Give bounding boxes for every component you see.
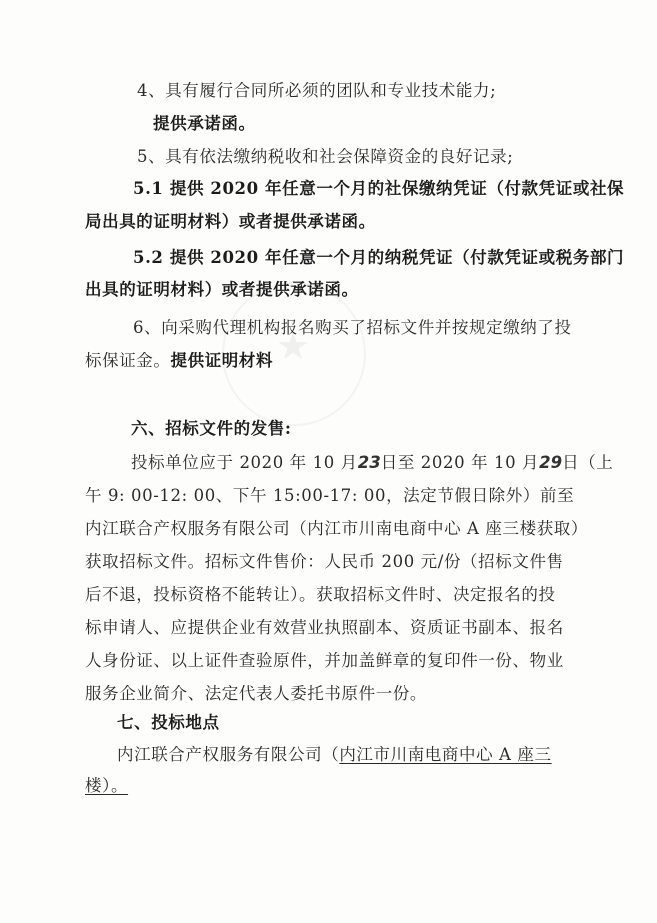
s6-l1-part-b: 日至 2020 年 10 月 <box>380 453 540 472</box>
item-5: 5、具有依法缴纳税收和社会保障资金的良好记录; <box>137 147 514 166</box>
section-6-line-7: 人身份证、以上证件查验原件，并加盖鲜章的复印件一份、物业 <box>85 651 564 670</box>
section-7-line-1 <box>117 744 552 766</box>
section-6-line-5: 后不退，投标资格不能转让）。获取招标文件时、决定报名的投 <box>85 585 556 604</box>
item-5-1-line-2: 局出具的证明材料）或者提供承诺函。 <box>85 212 376 231</box>
section-6-line-1 <box>131 452 613 474</box>
s7-company: 内江联合产权服务有限公司（ <box>117 745 340 764</box>
item-6-text: 标保证金。 <box>85 351 171 370</box>
item-6-line-2 <box>85 350 273 372</box>
section-6-title: 六、招标文件的发售: <box>131 419 292 438</box>
item-5-2-line-1: 5.2 提供 2020 年任意一个月的纳税凭证（付款凭证或税务部门 <box>133 248 625 267</box>
handwritten-start-day: 23 <box>357 453 381 472</box>
item-4-provide: 提供承诺函。 <box>153 114 256 133</box>
item-6-line-1: 6、向采购代理机构报名购买了招标文件并按规定缴纳了投 <box>133 318 572 337</box>
section-6-line-6: 标申请人、应提供企业有效营业执照副本、资质证书副本、报名 <box>85 618 564 637</box>
s7-address-underlined: 内江市川南电商中心 A 座三 <box>339 745 552 764</box>
star-icon: ★ <box>276 324 311 368</box>
handwritten-end-day: 29 <box>539 453 563 472</box>
section-6-line-8: 服务企业简介、法定代表人委托书原件一份。 <box>85 684 427 703</box>
section-7-title: 七、投标地点 <box>117 713 220 732</box>
section-6-line-3: 内江联合产权服务有限公司（内江市川南电商中心 A 座三楼获取） <box>85 519 589 538</box>
item-5-1-line-1: 5.1 提供 2020 年任意一个月的社保缴纳凭证（付款凭证或社保 <box>133 179 625 198</box>
s6-l1-part-c: 日（上 <box>562 453 614 472</box>
section-7-line-2: 楼）。 <box>85 776 129 795</box>
s6-l1-part-a: 投标单位应于 2020 年 10 月 <box>131 453 358 472</box>
item-4: 4、具有履行合同所必须的团队和专业技术能力; <box>137 81 497 100</box>
section-6-line-2: 午 9: 00-12: 00、下午 15:00-17: 00，法定节假日除外）前至 <box>85 486 575 505</box>
section-6-line-4: 获取招标文件。招标文件售价：人民币 200 元/份（招标文件售 <box>85 552 564 571</box>
item-6-provide: 提供证明材料 <box>170 351 274 370</box>
item-5-2-line-2: 出具的证明材料）或者提供承诺函。 <box>85 280 359 299</box>
